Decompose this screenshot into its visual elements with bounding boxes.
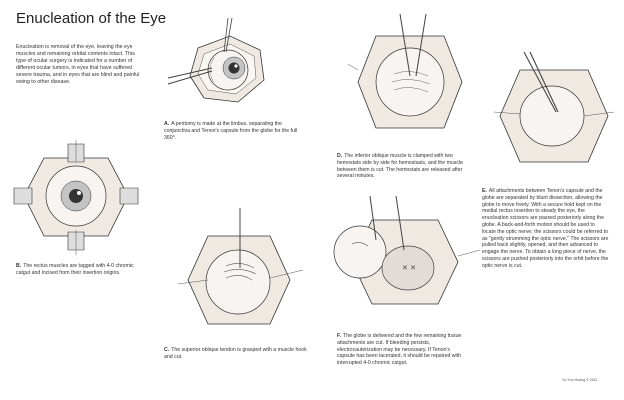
step-text-a: A peritomy is made at the limbus, separating the conjunctiva and Tenon's capsule from the globe for the full 360°. [164, 121, 298, 141]
cut-attachment-marks: ✕ ✕ [402, 264, 416, 272]
muscle-tag-left [14, 188, 32, 204]
illustration-f [330, 196, 480, 328]
caption-b [16, 263, 146, 277]
delivered-globe [334, 226, 386, 278]
caption-d [337, 153, 469, 180]
step-text-c: The superior oblique tendon is grasped with a muscle hook and cut. [164, 347, 307, 360]
pupil-highlight [234, 64, 237, 67]
step-letter-d: D. [337, 153, 343, 159]
intro-text: Enucleation is removal of the eye, leaving the eye muscles and remaining orbital contents intact. This type of ocular surgery is indicated for a number of different ocular tumors, in eyes that have suffered severe trauma, and in eyes that are blind and painful owing to other disease. [16, 44, 140, 85]
eye-globe [520, 86, 584, 146]
illustration-c [178, 208, 303, 340]
step-letter-b: B. [16, 263, 22, 269]
eye-globe [376, 48, 444, 116]
step-text-f: The globe is delivered and the few remaining tissue attachments are cut. If bleeding persists, electrocauterization may be necessary. If Tenon's capsule has been lacerated, it should be repaired with interrupted 4-0 chromic catgut. [337, 333, 462, 367]
step-text-e: All attachments between Tenon's capsule and the globe are separated by blunt dissection, allowing the globe to move freely. With a secure hold kept on the medial rectus insertion to steady the eye, the enucleation scissors are passed posteriorly along the globe. A back-and-forth motion should be used to locate the optic nerve; the scissors could be referred to as "gently strumming the optic nerve." The scissors are pulled back slightly, opened, and then advanced to engage the nerve. To obtain a long piece of nerve, the scissors are pushed posteriorly into the orbit before the optic nerve is cut. [482, 188, 609, 269]
credit: Yu-Yun Huang © 2011 [562, 378, 598, 382]
step-text-b: The rectus muscles are tagged with 4-0 chromic catgut and incised from their insertion origins. [16, 263, 134, 276]
caption-a [164, 121, 304, 141]
pupil [69, 189, 83, 203]
caption-c [164, 347, 314, 361]
illustration-b [14, 140, 139, 255]
step-letter-c: C. [164, 347, 170, 353]
step-letter-a: A. [164, 121, 170, 127]
caption-e [482, 188, 610, 270]
pupil [229, 63, 240, 74]
eye-globe [206, 250, 270, 314]
page-title: Enucleation of the Eye [16, 10, 167, 27]
illustration-a [168, 18, 288, 118]
step-text-d: The inferior oblique muscle is clamped with two hemostats side by side for hemostasis, and the muscle between them is cut. The hemostats are released after several minutes. [337, 153, 464, 180]
illustration-d [348, 14, 473, 148]
step-letter-e: E. [482, 188, 487, 194]
illustration-e [494, 52, 614, 182]
pupil-highlight [77, 191, 81, 195]
caption-f [337, 333, 469, 367]
tag-suture [348, 64, 358, 70]
muscle-tag-right [120, 188, 138, 204]
step-letter-f: F. [337, 333, 342, 339]
tag-suture [458, 250, 480, 256]
